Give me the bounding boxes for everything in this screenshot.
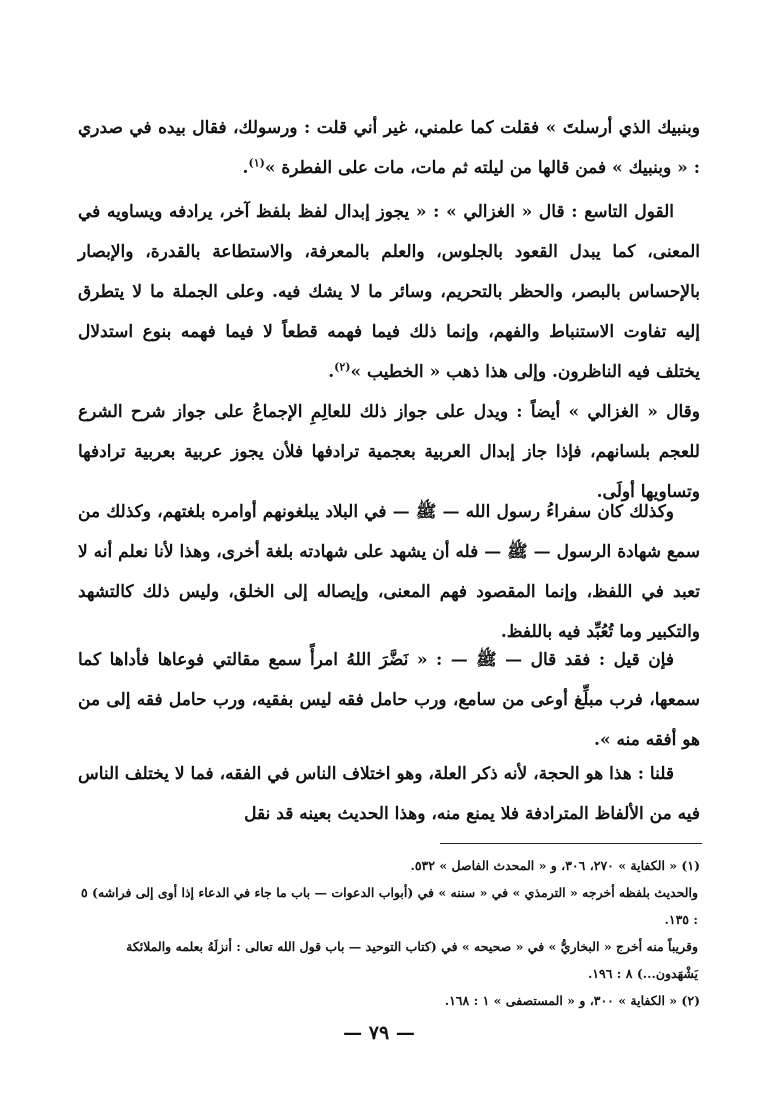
paragraph-3-text: وكذلك كان سفراءُ رسول الله — ﷺ — في البلاد يبلغونهم أوامره بلغتهم، وكذلك من سمع شهادة الرسول — ﷺ — فله أن يشهد على شهادته بلغة أخرى، وهذا لأنا نعلم أنه لا تعبد في اللفظ، وإنما المقصود فهم المعنى، وإيصاله إلى الخلق، وليس ذلك كالتشهد والتكبير وما تُعُبِّد فيه باللفظ. [78,502,700,642]
page-number: — ٧٩ — [343,1022,415,1044]
footnote-divider [440,843,702,844]
footnote-1: (١) « الكفاية » ٢٧٠، ٣٠٦، و « المحدث الفاصل » ٥٣٢. [410,858,700,873]
paragraph-1: وبنبيك الذي أرسلتَ » فقلت كما علمني، غير أني قلت : ورسولك، فقال بيده في صدري : « وبنبيك » فمن قالها من ليلته ثم مات، مات على الفطرة »$^{(١)}$. [78,118,700,178]
footnotes [78,852,700,1014]
paragraph-5-text: قلنا : هذا هو الحجة، لأنه ذكر العلة، وهو اختلاف الناس في الفقه، فما لا يختلف الناس فيه من الألفاظ المترادفة فلا يمنع منه، وهذا الحديث بعينه قد نقل [78,764,700,824]
footnote-1-continued-2: وقريباً منه أخرج « البخاريُّ » في « صحيحه » في (كتاب التوحيد — باب قول الله تعالى : أنزلَهُ بعلمه والملائكة يَشْهَدون...) ٨ : ١٩٦. [126,939,698,981]
footnote-1-continued: والحديث بلفظه أخرجه « الترمذي » في « سننه » في (أبواب الدعوات — باب ما جاء في الدعاء إذا أوى إلى فراشه) ٥ : ١٣٥. [80,885,698,927]
paragraph-1-text: وبنبيك الذي أرسلتَ » فقلت كما علمني، غير أني قلت : ورسولك، فقال بيده في صدري : « وبنبيك » فمن قالها من ليلته ثم مات، مات على الفطرة » [78,118,700,178]
footnote-ref-2: (٢) [334,360,351,374]
paragraph-2-text: قال « الغزالي » : « يجوز إبدال لفظ بلفظ آخر، يرادفه ويساويه في المعنى، كما يبدل القعود بالجلوس، والعلم بالمعرفة، والاستطاعة بالقدرة، والإبصار بالإحساس بالبصر، والحظر بالتحريم، وسائر ما لا يشك فيه. وعلى الجملة ما لا يتطرق إليه تفاوت الاستنباط والفهم، وإنما ذلك فيما فهمه قطعاً لا فيما فهمه بنوع استدلال يختلف فيه الناظرون. وإلى هذا ذهب « الخطيب » [78,202,700,382]
paragraph-2-lead: القول التاسع : [571,202,674,222]
paragraph-3 [78,492,700,652]
footnote-ref-1: (١) [248,156,265,170]
paragraph-2b-text: وقال « الغزالي » أيضاً : ويدل على جواز ذلك للعالِمِ الإجماعُ على جواز شرح الشرع للعجم بلسانهم، فإذا جاز إبدال العربية بعجمية ترادفها فلأن يجوز عربية بعربية ترادفها وتساويها أولَى. [78,402,700,502]
paragraph-2: القول التاسع : قال « الغزالي » : « يجوز إبدال لفظ بلفظ آخر، يرادفه ويساويه في المعنى، كما يبدل القعود بالجلوس، والعلم بالمعرفة، والاستطاعة بالقدرة، والإبصار بالإحساس بالبصر، والحظر بالتحريم، وسائر ما لا يشك فيه. وعلى الجملة ما لا يتطرق إليه تفاوت الاستنباط والفهم، وإنما ذلك فيما فهمه قطعاً لا فيما فهمه بنوع استدلال يختلف فيه الناظرون. وإلى هذا ذهب « الخطيب »$^{(٢)}$. وقال « الغزالي » أيضاً : ويدل على جواز ذلك للعالِمِ الإجماعُ على جواز شرح الشرع للعجم بلسانهم، فإذا جاز إبدال العربية بعجمية ترادفها فلأن يجوز عربية بعربية ترادفها وتساويها أولَى. [78,192,700,512]
paragraph-5 [78,754,700,834]
paragraph-4 [78,640,700,760]
paragraph-4-text: فإن قيل : فقد قال — ﷺ — : « نَضَّرَ اللهُ امرأً سمع مقالتي فوعاها فأداها كما سمعها، فرب مبلِّغ أوعى من سامع، ورب حامل فقه ليس بفقيه، ورب حامل فقه إلى من هو أفقه منه ». [78,650,700,750]
footnote-2: (٢) « الكفاية » ٣٠٠، و « المستصفى » ١ : ١٦٨. [444,993,700,1008]
